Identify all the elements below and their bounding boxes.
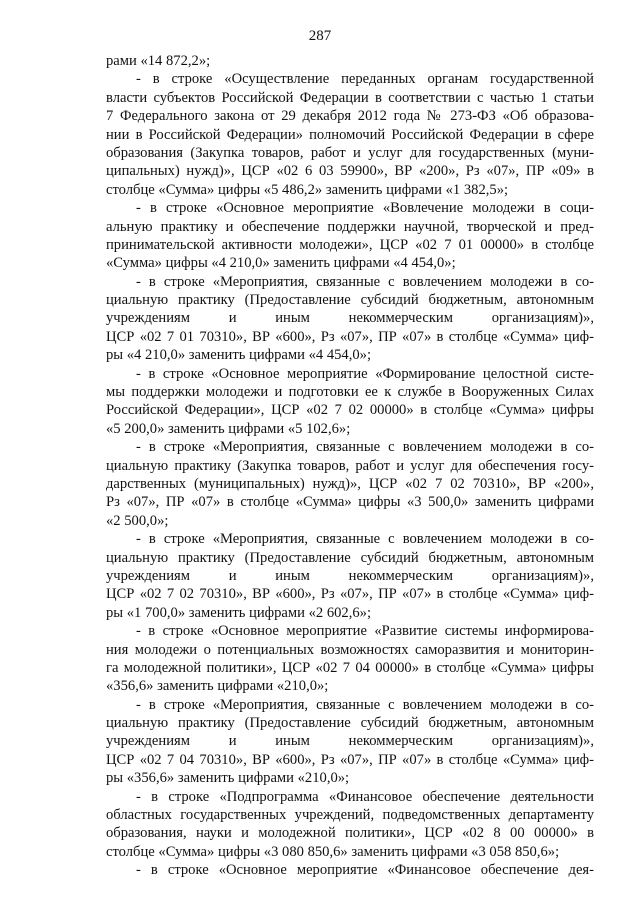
text-line: - в строке «Осуществление переданных органам государственной [136, 71, 594, 88]
text-line: ры «1 700,0» заменить цифрами «2 602,6»; [106, 604, 372, 621]
text-line: га молодежной политики», ЦСР «02 7 04 00000» в столбце «Сумма» цифры [106, 659, 594, 676]
text-line: ЦСР «02 7 04 70310», ВР «600», Рз «07», ПР «07» в столбце «Сумма» циф- [106, 751, 594, 768]
text-line: ЦСР «02 7 01 70310», ВР «600», Рз «07», ПР «07» в столбце «Сумма» циф- [106, 328, 594, 345]
text-line: дарственных (муниципальных) нужд)», ЦСР «02 7 02 70310», ВР «200», [106, 475, 594, 492]
text-line: образования, науки и молодежной политики», ЦСР «02 8 00 00000» в [106, 825, 594, 842]
text-line: нии в Российской Федерации» полномочий Российской Федерации в сфере [106, 126, 594, 143]
text-line: - в строке «Основное мероприятие «Развитие системы информирова- [136, 623, 594, 640]
text-line: альную практику и обеспечение поддержки научной, творческой и пред- [106, 218, 594, 235]
text-line: ния молодежи о потенциальных возможностях саморазвития и мониторин- [106, 641, 594, 658]
text-line: - в строке «Мероприятия, связанные с вовлечением молодежи в со- [136, 531, 594, 548]
document-body [106, 52, 594, 880]
text-line: областных государственных учреждений, подведомственных департаменту [106, 807, 594, 824]
text-line: циальную практику (Предоставление субсидий бюджетным, автономным [106, 549, 594, 566]
text-line: «2 500,0»; [106, 512, 169, 529]
text-line: - в строке «Мероприятия, связанные с вовлечением молодежи в со- [136, 439, 594, 456]
text-line: «Сумма» цифры «4 210,0» заменить цифрами «4 454,0»; [106, 255, 456, 272]
text-line: - в строке «Основное мероприятие «Финансовое обеспечение дея- [136, 862, 594, 879]
text-line: Рз «07», ПР «07» в столбце «Сумма» цифры «3 500,0» заменить цифрами [106, 494, 594, 511]
text-line: власти субъектов Российской Федерации в соответствии с частью 1 статьи [106, 89, 594, 106]
text-line: столбце «Сумма» цифры «3 080 850,6» заменить цифрами «3 058 850,6»; [106, 843, 560, 860]
text-line: - в строке «Основное мероприятие «Формирование целостной систе- [136, 365, 594, 382]
text-line: циальную практику (Предоставление субсидий бюджетным, автономным [106, 715, 594, 732]
text-line: ры «356,6» заменить цифрами «210,0»; [106, 770, 350, 787]
text-line: учреждениям и иным некоммерческим организациям)», [106, 310, 594, 327]
text-line: «5 200,0» заменить цифрами «5 102,6»; [106, 420, 351, 437]
text-line: - в строке «Основное мероприятие «Вовлечение молодежи в соци- [136, 200, 594, 217]
text-line: - в строке «Мероприятия, связанные с вовлечением молодежи в со- [136, 696, 594, 713]
text-line: ры «4 210,0» заменить цифрами «4 454,0»; [106, 347, 372, 364]
text-line: Российской Федерации», ЦСР «02 7 02 00000» в столбце «Сумма» цифры [106, 402, 594, 419]
text-line: - в строке «Подпрограмма «Финансовое обеспечение деятельности [136, 788, 594, 805]
page-number: 287 [308, 28, 332, 44]
text-line: ЦСР «02 7 02 70310», ВР «600», Рз «07», ПР «07» в столбце «Сумма» циф- [106, 586, 594, 603]
text-line: мы поддержки молодежи и подготовки ее к службе в Вооруженных Силах [106, 384, 594, 401]
text-line: рами «14 872,2»; [106, 53, 211, 69]
text-line: учреждениям и иным некоммерческим организациям)», [106, 567, 594, 584]
text-line: «356,6» заменить цифрами «210,0»; [106, 678, 329, 695]
text-line: принимательской активности молодежи», ЦСР «02 7 01 00000» в столбце [106, 236, 594, 253]
text-line: ципальных) нужд)», ЦСР «02 6 03 59900», ВР «200», Рз «07», ПР «09» в [106, 163, 594, 180]
text-line: циальную практику (Предоставление субсидий бюджетным, автономным [106, 292, 594, 309]
text-line: столбце «Сумма» цифры «5 486,2» заменить цифрами «1 382,5»; [106, 181, 509, 198]
text-line: образования (Закупка товаров, работ и услуг для государственных (муни- [106, 144, 594, 161]
text-line: - в строке «Мероприятия, связанные с вовлечением молодежи в со- [136, 273, 594, 290]
text-line: 7 Федерального закона от 29 декабря 2012 года № 273-ФЗ «Об образова- [106, 108, 594, 125]
text-line: циальную практику (Закупка товаров, работ и услуг для обеспечения госу- [106, 457, 594, 474]
text-line: учреждениям и иным некоммерческим организациям)», [106, 733, 594, 750]
